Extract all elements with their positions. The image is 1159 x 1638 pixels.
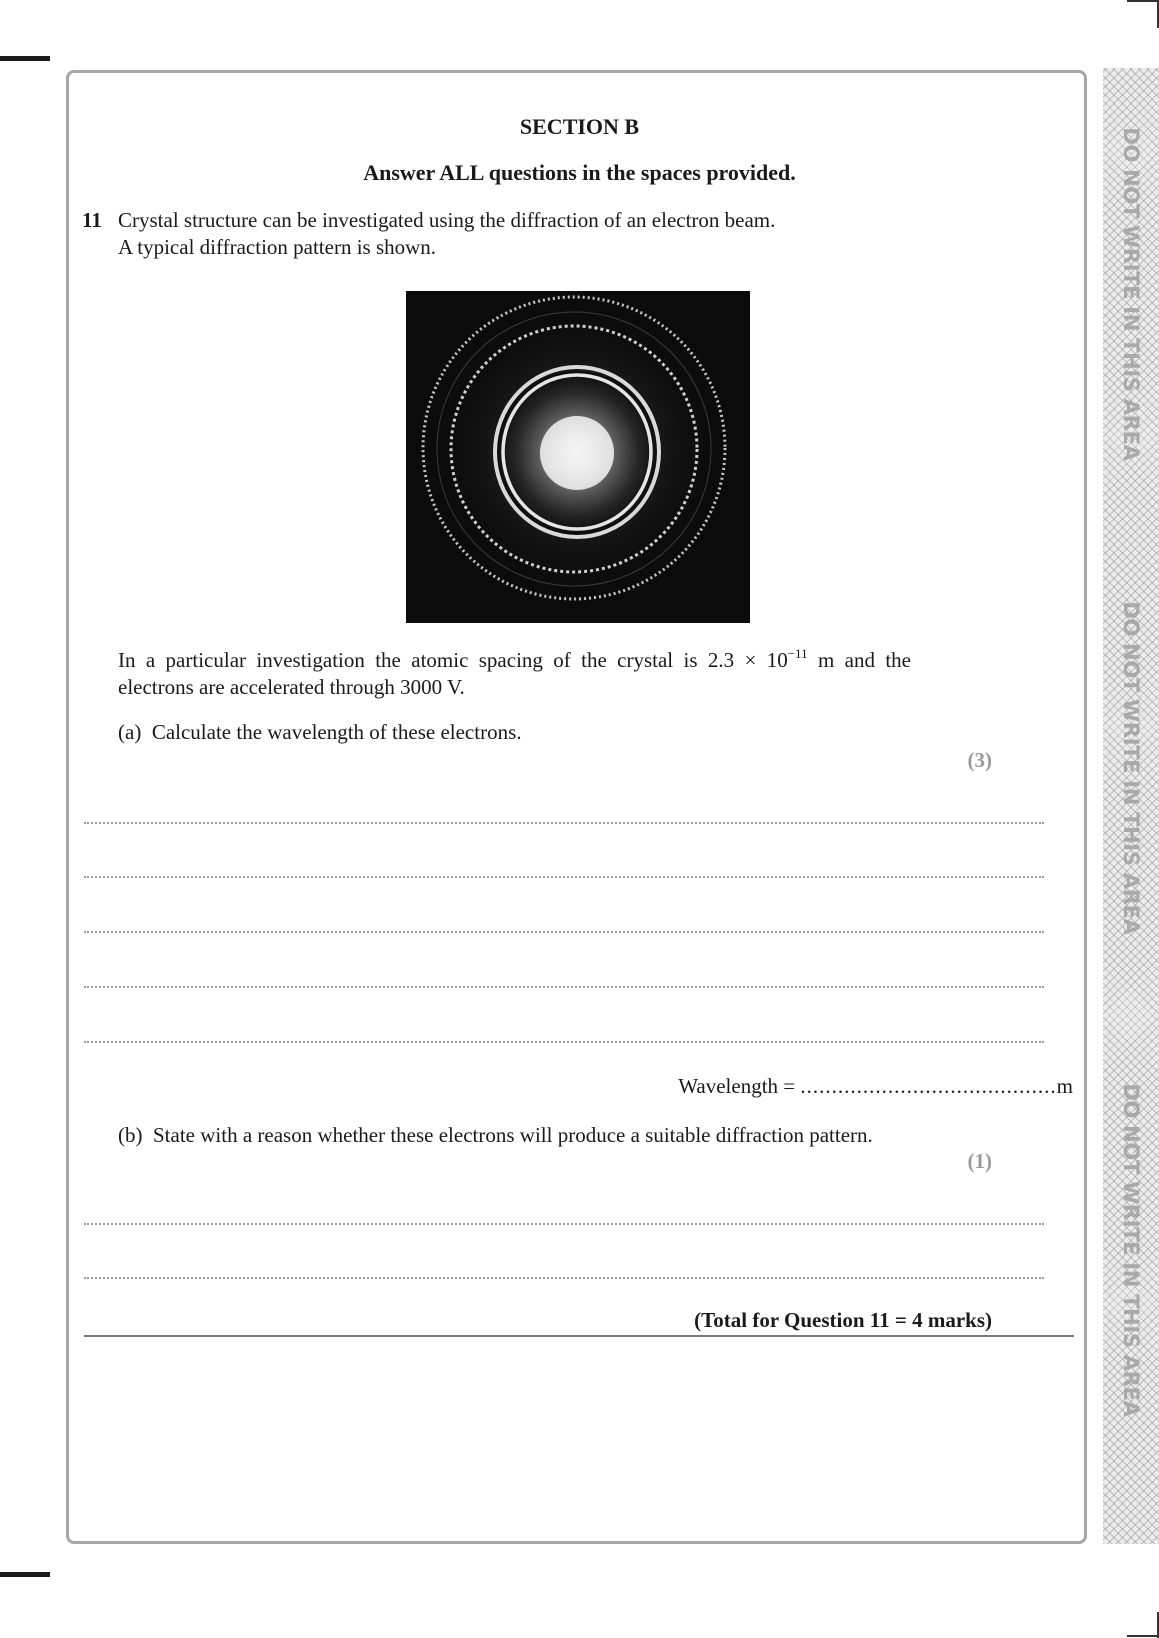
question-number: 11	[82, 208, 102, 232]
paragraph-text-end: m and the	[807, 648, 911, 672]
section-instruction: Answer ALL questions in the spaces provided.	[363, 160, 796, 185]
answer-line-a5[interactable]	[84, 1041, 1044, 1043]
registration-mark-bottom	[0, 1572, 50, 1577]
part-b-question	[118, 1123, 873, 1148]
question-paragraph-line-1	[118, 648, 911, 673]
total-divider	[84, 1335, 1074, 1337]
side-warning-middle: DO NOT WRITE IN THIS AREA	[1119, 601, 1143, 935]
answer-line-b2[interactable]	[84, 1277, 1044, 1279]
corner-mark-top-horizontal	[1127, 0, 1159, 2]
question-intro-line-2: A typical diffraction pattern is shown.	[118, 235, 437, 259]
question-paragraph-line-2: electrons are accelerated through 3000 V.	[118, 675, 465, 699]
paragraph-text: In a particular investigation the atomic spacing of the crystal is 2.3 × 10	[118, 648, 788, 672]
part-a-marks: (3)	[967, 748, 992, 772]
answer-line-a3[interactable]	[84, 931, 1044, 933]
exponent: −11	[787, 646, 808, 661]
part-b-label: (b)	[118, 1123, 143, 1147]
answer-line-b1[interactable]	[84, 1223, 1044, 1225]
part-a-text: Calculate the wavelength of these electrons.	[151, 720, 522, 744]
answer-line-a2[interactable]	[84, 876, 1044, 878]
wavelength-answer-field[interactable]: .........................................	[800, 1074, 1057, 1098]
diffraction-pattern-image	[406, 291, 750, 623]
side-warning-bottom: DO NOT WRITE IN THIS AREA	[1119, 1083, 1143, 1417]
part-a-label: (a)	[118, 720, 142, 744]
part-b-text: State with a reason whether these electrons will produce a suitable diffraction pattern.	[153, 1123, 873, 1147]
part-b-marks: (1)	[967, 1149, 992, 1173]
registration-mark-top	[0, 56, 50, 61]
answer-line-a1[interactable]	[84, 822, 1044, 824]
question-intro-line-1: Crystal structure can be investigated using the diffraction of an electron beam.	[118, 208, 776, 232]
question-total-marks: (Total for Question 11 = 4 marks)	[694, 1308, 992, 1332]
answer-line-a4[interactable]	[84, 986, 1044, 988]
wavelength-answer[interactable]	[600, 1074, 1073, 1099]
corner-mark-bottom-horizontal	[1127, 1635, 1159, 1637]
wavelength-label: Wavelength =	[678, 1074, 801, 1098]
part-a-question	[118, 720, 522, 745]
do-not-write-strip	[1103, 68, 1159, 1544]
wavelength-unit: m	[1056, 1074, 1073, 1098]
section-title: SECTION B	[519, 114, 640, 139]
side-warning-top: DO NOT WRITE IN THIS AREA	[1119, 127, 1143, 461]
